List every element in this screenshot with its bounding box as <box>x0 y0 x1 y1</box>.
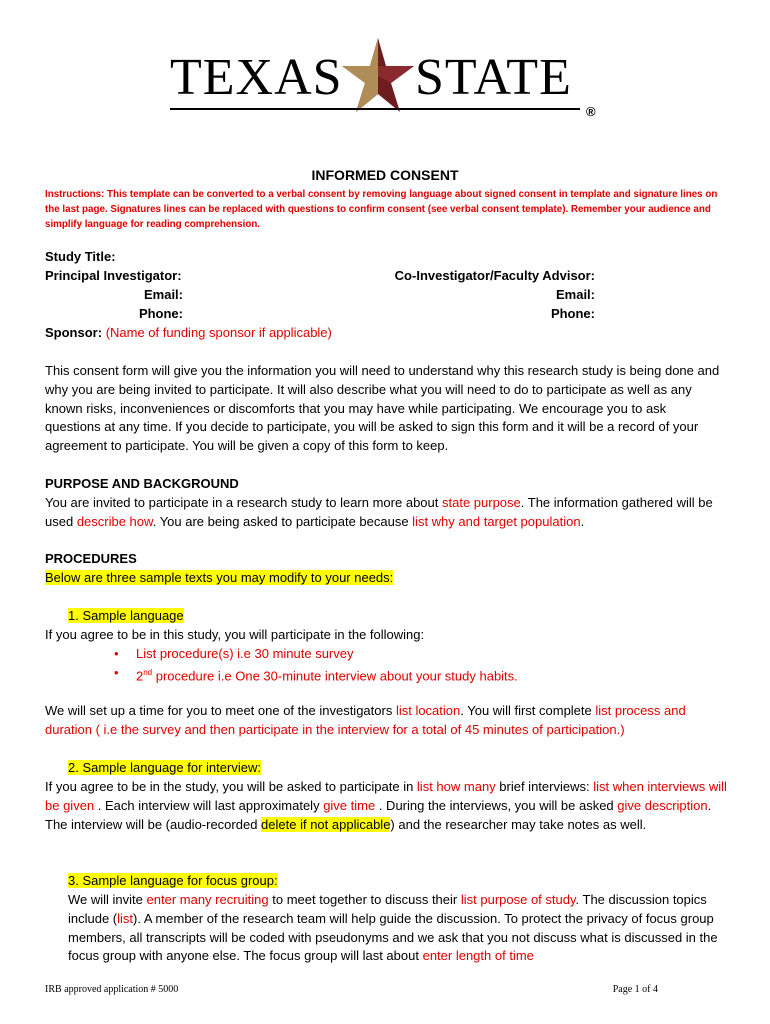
sample2-title: 2. Sample language for interview: <box>68 760 261 775</box>
pi-email-label: Email: <box>143 287 183 302</box>
registered-mark: ® <box>586 104 596 119</box>
purpose-paragraph: You are invited to participate in a research study to learn more about state purpose. The information gathered will be used describe how. You are being asked to participate because list why and target population. <box>45 495 713 529</box>
texas-state-logo <box>170 40 610 120</box>
sample3-paragraph: We will invite enter many recruiting to meet together to discuss their list purpose of study. The discussion topics include (list). A member of the research team will help guide the discussion. To protect the privacy of focus group members, all transcripts will be coded with pseudonyms and we ask that you not discuss what is discussed in the focus group with anyone else. The focus group will last about enter length of time <box>68 892 718 964</box>
sample1-intro: If you agree to be in this study, you will participate in the following: <box>45 627 425 642</box>
bullet-icon: • <box>114 665 119 680</box>
sample3-title: 3. Sample language for focus group: <box>68 873 278 888</box>
pi-phone-label: Phone: <box>138 306 183 321</box>
instructions-note: Instructions: This template can be converted to a verbal consent by removing language about signed consent in template and signature lines on the last page. Signatures lines can be replaced with questions to confirm consent (see verbal consent template). Remember your audience and simplify language for reading comprehension. <box>45 189 718 230</box>
sample1-paragraph: We will set up a time for you to meet one of the investigators list location. You will first complete list process and duration ( i.e the survey and then participate in the interview for a total of 45 minutes of participation.) <box>45 703 686 737</box>
bullet-icon: • <box>114 646 119 661</box>
star-icon <box>340 36 416 116</box>
co-email-label: Email: <box>555 287 595 302</box>
sponsor-label: Sponsor: <box>45 325 103 340</box>
purpose-heading: PURPOSE AND BACKGROUND <box>45 476 239 491</box>
footer-page-number: Page 1 of 4 <box>612 984 658 995</box>
study-title-label: Study Title: <box>45 249 116 264</box>
footer-irb-number: IRB approved application # 5000 <box>45 984 179 995</box>
co-phone-label: Phone: <box>550 306 595 321</box>
sample1-title: 1. Sample language <box>68 608 184 623</box>
page-title: INFORMED CONSENT <box>311 167 459 183</box>
procedure-item-2: 2nd procedure i.e One 30-minute interview about your study habits. <box>136 668 518 684</box>
logo-word-texas: TEXAS <box>170 49 343 106</box>
pi-label: Principal Investigator: <box>45 268 182 283</box>
procedure-item-1: List procedure(s) i.e 30 minute survey <box>136 646 354 661</box>
procedures-subheading: Below are three sample texts you may modify to your needs: <box>45 570 394 585</box>
procedures-heading: PROCEDURES <box>45 551 137 566</box>
intro-paragraph: This consent form will give you the information you will need to understand why this research study is being done and why you are being invited to participate. It will also describe what you will need to do to participate as well as any known risks, inconveniences or discomforts that you may have while participating. We encourage you to ask questions at any time. If you decide to participate, you will be asked to sign this form and it will be a record of your agreement to participate. You will be given a copy of this form to keep. <box>45 363 720 454</box>
logo-word-state: STATE <box>415 49 572 106</box>
sponsor-line <box>45 324 332 343</box>
sponsor-value: (Name of funding sponsor if applicable) <box>105 325 332 340</box>
logo-underline <box>170 108 580 110</box>
sample2-paragraph: If you agree to be in the study, you will be asked to participate in list how many brief interviews: list when interviews will be given . Each interview will last approximately give time . During the interviews, you will be asked give description. The interview will be (audio-recorded delete if not applicable) and the researcher may take notes as well. <box>45 779 727 832</box>
co-investigator-label: Co-Investigator/Faculty Advisor: <box>394 268 595 283</box>
